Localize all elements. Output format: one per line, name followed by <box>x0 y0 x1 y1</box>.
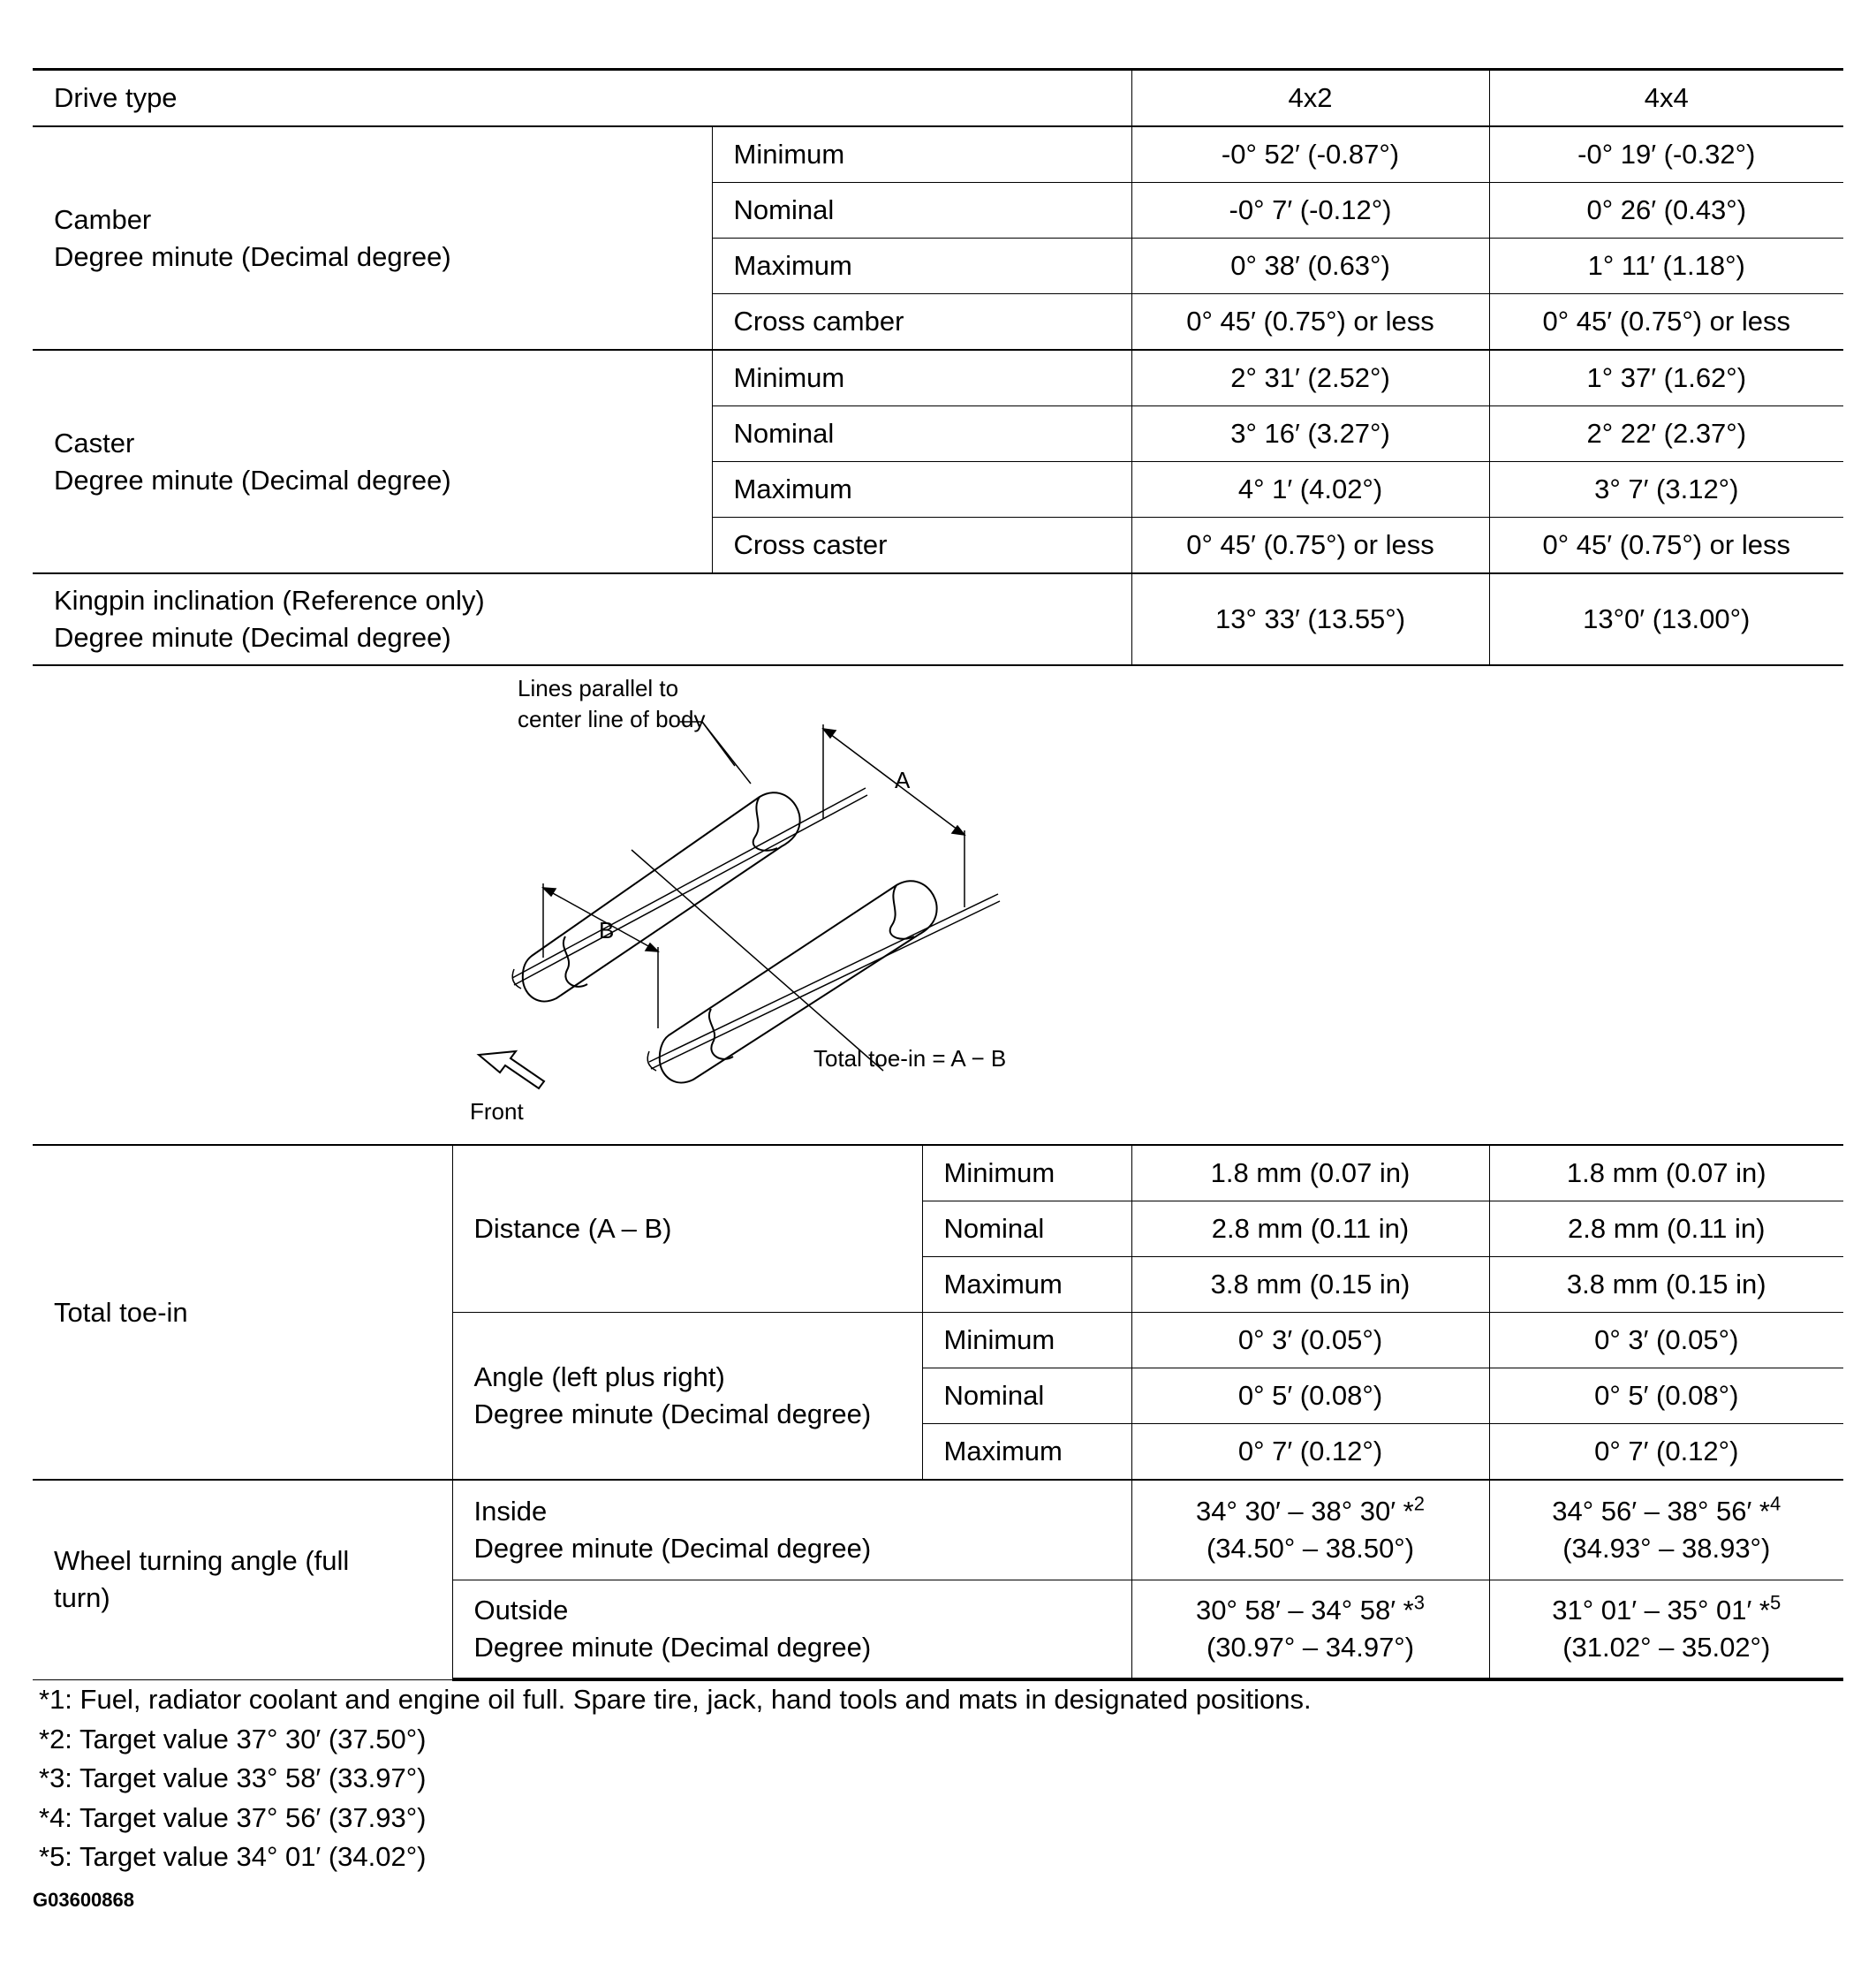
footnotes <box>39 1680 1312 1877</box>
value-4x4: 1° 11′ (1.18°) <box>1489 239 1843 294</box>
label-leader-line <box>702 722 735 766</box>
value-4x2: 2° 31′ (2.52°) <box>1131 350 1489 406</box>
col-4x4-header: 4x4 <box>1489 70 1843 127</box>
table-row <box>33 350 1843 406</box>
value-4x4: 1° 37′ (1.62°) <box>1489 350 1843 406</box>
value-4x2: 34° 30′ – 38° 30′ *$^2$ (34.50° – 38.50°) <box>1131 1480 1489 1580</box>
outside-label: Outside Degree minute (Decimal degree) <box>452 1580 1131 1679</box>
value-4x4: 3.8 mm (0.15 in) <box>1489 1257 1843 1313</box>
value-4x2: 30° 58′ – 34° 58′ *$^3$ (30.97° – 34.97°) <box>1131 1580 1489 1679</box>
value-4x4: 2.8 mm (0.11 in) <box>1489 1201 1843 1257</box>
toe-in-diagram <box>459 673 1095 1133</box>
inside-label: Inside Degree minute (Decimal degree) <box>452 1480 1131 1580</box>
alignment-spec-table <box>33 68 1843 666</box>
drive-type-header: Drive type <box>33 70 1131 127</box>
row-label: Nominal <box>712 406 1131 462</box>
value-4x2: 3.8 mm (0.15 in) <box>1131 1257 1489 1313</box>
footnote: *2: Target value 37° 30′ (37.50°) <box>39 1723 427 1754</box>
footnote: *1: Fuel, radiator coolant and engine oil full. Spare tire, jack, hand tools and mats in designated positions. <box>39 1684 1312 1715</box>
toe-formula-label: Total toe-in = A − B <box>813 1045 1007 1072</box>
footnote: *4: Target value 37° 56′ (37.93°) <box>39 1801 427 1833</box>
distance-label: Distance (A – B) <box>452 1145 922 1313</box>
lines-label-1: Lines parallel to <box>518 675 679 701</box>
row-label: Minimum <box>712 126 1131 183</box>
caster-label: Caster Degree minute (Decimal degree) <box>33 350 712 573</box>
value-4x2: 13° 33′ (13.55°) <box>1131 573 1489 665</box>
value-4x2: 0° 7′ (0.12°) <box>1131 1424 1489 1481</box>
left-tire <box>523 792 800 1001</box>
row-label: Nominal <box>922 1201 1131 1257</box>
row-label: Minimum <box>922 1145 1131 1201</box>
value-4x2: 0° 3′ (0.05°) <box>1131 1313 1489 1368</box>
value-4x4: 0° 26′ (0.43°) <box>1489 183 1843 239</box>
value-4x4: 0° 7′ (0.12°) <box>1489 1424 1843 1481</box>
row-label: Minimum <box>712 350 1131 406</box>
value-4x4: 31° 01′ – 35° 01′ *$^5$ (31.02° – 35.02°) <box>1489 1580 1843 1679</box>
rotation-arrow <box>512 969 521 989</box>
value-4x4: 2° 22′ (2.37°) <box>1489 406 1843 462</box>
value-4x2: 4° 1′ (4.02°) <box>1131 462 1489 518</box>
value-4x2: 1.8 mm (0.07 in) <box>1131 1145 1489 1201</box>
toe-turning-table <box>33 1144 1843 1681</box>
front-arrow-icon <box>479 1051 544 1088</box>
value-4x2: 3° 16′ (3.27°) <box>1131 406 1489 462</box>
value-4x4: 34° 56′ – 38° 56′ *$^4$ (34.93° – 38.93°) <box>1489 1480 1843 1580</box>
value-4x4: 13°0′ (13.00°) <box>1489 573 1843 665</box>
dimension-b <box>543 883 658 1028</box>
value-4x4: -0° 19′ (-0.32°) <box>1489 126 1843 183</box>
value-4x2: 2.8 mm (0.11 in) <box>1131 1201 1489 1257</box>
row-label: Maximum <box>712 239 1131 294</box>
parallel-lines <box>512 788 1000 1069</box>
row-label: Nominal <box>712 183 1131 239</box>
value-4x4: 0° 3′ (0.05°) <box>1489 1313 1843 1368</box>
row-label: Maximum <box>922 1424 1131 1481</box>
footnote: *5: Target value 34° 01′ (34.02°) <box>39 1841 427 1872</box>
value-4x4: 0° 45′ (0.75°) or less <box>1489 294 1843 351</box>
table-row <box>33 1145 1843 1201</box>
row-label: Cross caster <box>712 518 1131 574</box>
lines-label-2: center line of body <box>518 706 706 732</box>
dimension-a <box>823 724 964 907</box>
row-label: Minimum <box>922 1313 1131 1368</box>
value-4x4: 0° 45′ (0.75°) or less <box>1489 518 1843 574</box>
total-toe-in-label: Total toe-in <box>33 1145 452 1480</box>
footnote: *3: Target value 33° 58′ (33.97°) <box>39 1762 427 1793</box>
value-4x2: 0° 38′ (0.63°) <box>1131 239 1489 294</box>
value-4x2: -0° 7′ (-0.12°) <box>1131 183 1489 239</box>
table-row <box>33 126 1843 183</box>
value-4x2: 0° 45′ (0.75°) or less <box>1131 518 1489 574</box>
value-4x4: 1.8 mm (0.07 in) <box>1489 1145 1843 1201</box>
camber-label: Camber Degree minute (Decimal degree) <box>33 126 712 350</box>
row-label: Maximum <box>712 462 1131 518</box>
wheel-turning-label: Wheel turning angle (full turn) <box>33 1480 452 1679</box>
label-b: B <box>599 917 615 944</box>
table-row <box>33 573 1843 665</box>
table-header-row <box>33 70 1843 127</box>
value-4x2: 0° 5′ (0.08°) <box>1131 1368 1489 1424</box>
angle-label: Angle (left plus right) Degree minute (Decimal degree) <box>452 1313 922 1481</box>
value-4x2: 0° 45′ (0.75°) or less <box>1131 294 1489 351</box>
row-label: Cross camber <box>712 294 1131 351</box>
value-4x4: 3° 7′ (3.12°) <box>1489 462 1843 518</box>
row-label: Maximum <box>922 1257 1131 1313</box>
row-label: Nominal <box>922 1368 1131 1424</box>
figure-id: G03600868 <box>33 1889 134 1911</box>
front-label: Front <box>470 1098 524 1125</box>
value-4x4: 0° 5′ (0.08°) <box>1489 1368 1843 1424</box>
value-4x2: -0° 52′ (-0.87°) <box>1131 126 1489 183</box>
col-4x2-header: 4x2 <box>1131 70 1489 127</box>
label-a: A <box>895 767 911 793</box>
table-row <box>33 1480 1843 1580</box>
kingpin-label: Kingpin inclination (Reference only) Degree minute (Decimal degree) <box>33 573 1131 665</box>
